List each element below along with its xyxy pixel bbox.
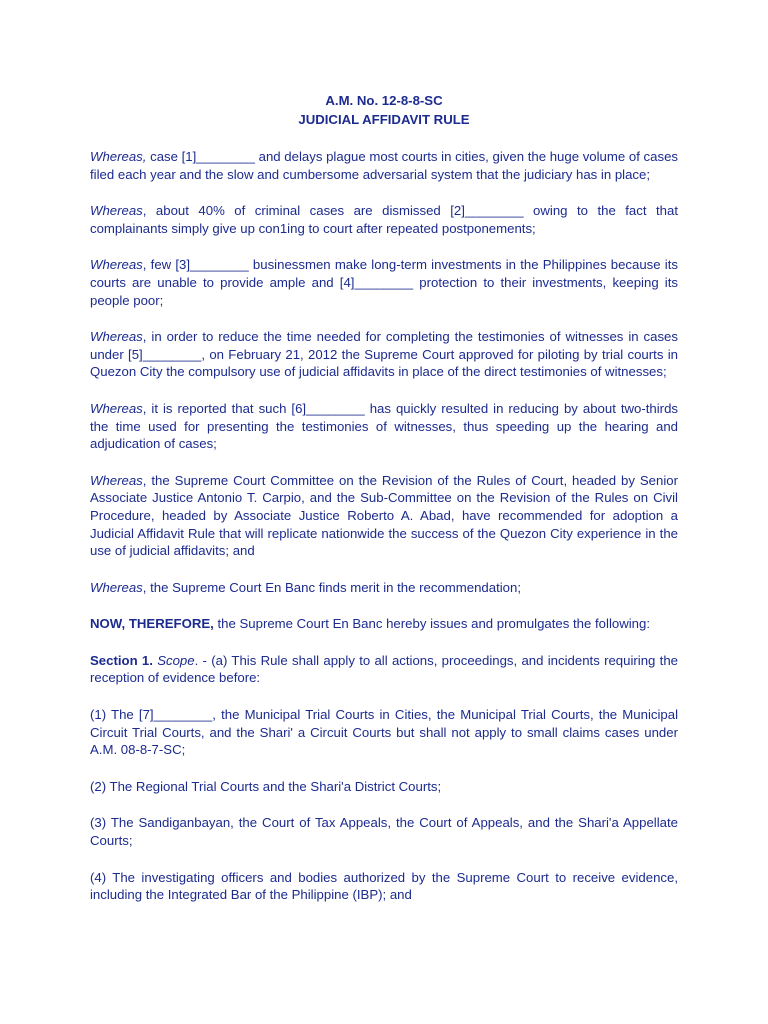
section-1-paragraph	[90, 652, 678, 687]
whereas-paragraph-2	[90, 202, 678, 237]
scope-item-1: (1) The [7]________, the Municipal Trial Courts in Cities, the Municipal Trial Courts, the Municipal Circuit Trial Courts, and the Shari' a Circuit Courts but shall not apply to small claims cases under A.M. 08-8-7-SC;	[90, 707, 678, 758]
section-1-label: Section 1.	[90, 652, 153, 668]
whereas-text: , the Supreme Court Committee on the Revision of the Rules of Court, headed by Senior Associate Justice Antonio T. Carpio, and the Sub-Committee on the Revision of the Rules on Civil Procedure, headed by Associate Justice Roberto A. Abad, have recommended for adoption a Judicial Affidavit Rule that will replicate nationwide the success of the Quezon City experience in the use of judicial affidavits; and	[90, 472, 678, 559]
now-therefore-paragraph	[90, 615, 678, 633]
scope-item-3: (3) The Sandiganbayan, the Court of Tax Appeals, the Court of Appeals, and the Shari'a Appellate Courts;	[90, 815, 678, 849]
now-therefore-text: the Supreme Court En Banc hereby issues and promulgates the following:	[213, 616, 650, 632]
whereas-text: , few [3]________ businessmen make long-term investments in the Philippines because its courts are unable to provide ample and [4]________ protection to their investments, keeping its people poor;	[90, 257, 678, 308]
section-1-text: . - (a) This Rule shall apply to all actions, proceedings, and incidents requiring the reception of evidence before:	[90, 652, 678, 686]
whereas-label: Whereas	[90, 400, 143, 416]
whereas-text: , in order to reduce the time needed for completing the testimonies of witnesses in cases under [5]________, on February 21, 2012 the Supreme Court approved for piloting by trial courts in Quezon City the compulsory use of judicial affidavits in place of the direct testimonies of witnesses;	[90, 329, 678, 380]
whereas-text: , the Supreme Court En Banc finds merit in the recommendation;	[142, 579, 522, 595]
whereas-label: Whereas	[90, 257, 143, 273]
scope-item-2: (2) The Regional Trial Courts and the Shari'a District Courts;	[90, 778, 442, 794]
whereas-paragraph-6	[90, 472, 678, 560]
whereas-label: Whereas	[90, 329, 143, 345]
whereas-paragraph-4	[90, 328, 678, 381]
whereas-paragraph-1	[90, 148, 678, 183]
whereas-label: Whereas	[90, 203, 143, 219]
document-number: A.M. No. 12-8-8-SC	[325, 93, 443, 108]
whereas-label: Whereas,	[90, 149, 147, 164]
title-spacer	[90, 129, 678, 148]
whereas-text: , about 40% of criminal cases are dismissed [2]________ owing to the fact that complainants simply give up con1ing to court after repeated postponements;	[90, 203, 678, 236]
whereas-paragraph-5	[90, 400, 678, 453]
document-body	[90, 92, 678, 923]
document-title: JUDICIAL AFFIDAVIT RULE	[298, 111, 470, 127]
whereas-label: Whereas	[90, 579, 143, 595]
scope-item-4: (4) The investigating officers and bodies authorized by the Supreme Court to receive evidence, including the Integrated Bar of the Philippine (IBP); and	[90, 869, 678, 903]
document-header	[90, 92, 678, 129]
whereas-text: , it is reported that such [6]________ has quickly resulted in reducing by about two-thirds the time used for presenting the testimonies of witnesses, thus speeding up the hearing and adjudication of cases;	[90, 400, 678, 452]
whereas-text: case [1]________ and delays plague most courts in cities, given the huge volume of cases filed each year and the slow and cumbersome adversarial system that the judiciary has in place;	[90, 149, 678, 182]
now-therefore-label: NOW, THEREFORE,	[90, 616, 214, 632]
whereas-paragraph-7	[90, 579, 678, 597]
section-1-scope: Scope	[157, 652, 195, 668]
whereas-paragraph-3	[90, 256, 678, 309]
whereas-label: Whereas	[90, 472, 143, 488]
